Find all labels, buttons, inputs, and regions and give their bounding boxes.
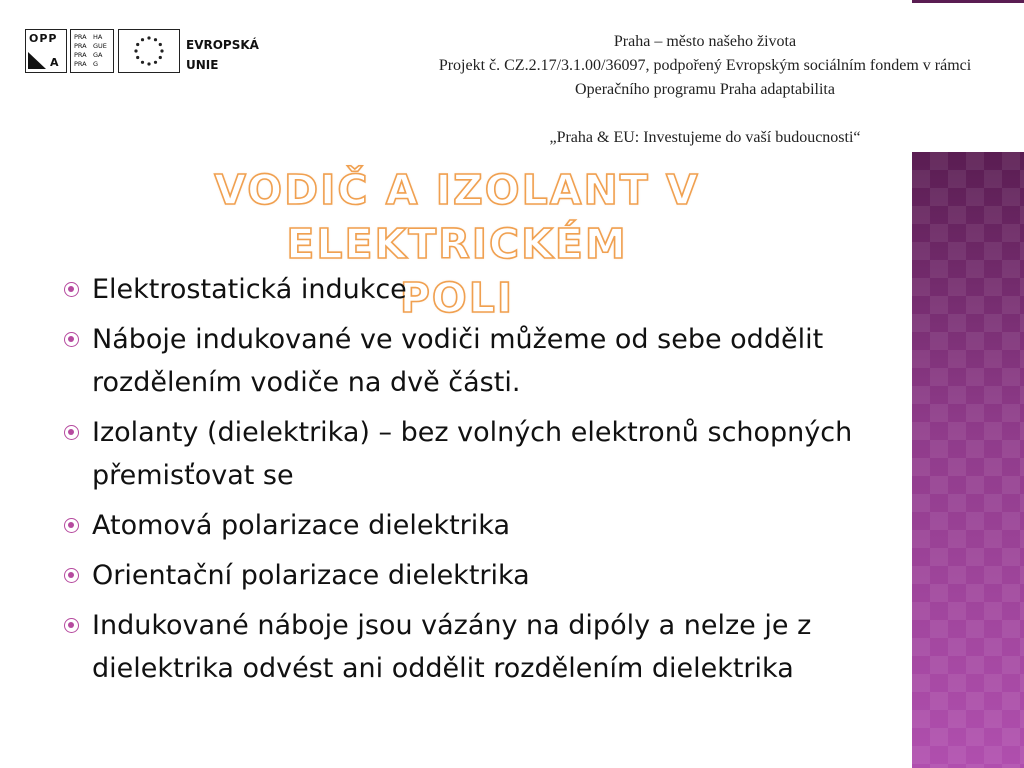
bullet-text: Orientační polarizace dielektrika (92, 560, 530, 591)
bullet-item (62, 604, 882, 690)
circle-bullet-icon (64, 332, 79, 347)
header-line3: Operačního programu Praha adaptabilita (575, 81, 835, 98)
praha-logo-cell: GA (93, 51, 103, 59)
bullet-item (62, 504, 882, 547)
circle-bullet-icon (64, 282, 79, 297)
bullet-text: Elektrostatická indukce (92, 274, 407, 305)
praha-logo (70, 29, 114, 73)
top-accent-line (912, 0, 1024, 3)
eu-text-line2: UNIE (186, 58, 219, 72)
circle-bullet-icon (64, 618, 79, 633)
slide-title-line2: POLI (399, 274, 515, 322)
praha-logo-cell: HA (93, 33, 103, 41)
header-line2: Projekt č. CZ.2.17/3.1.00/36097, podpořený Evropským sociálním fondem v rámci (438, 57, 972, 74)
opp-logo (25, 29, 67, 73)
circle-bullet-icon (64, 425, 79, 440)
bullet-item (62, 268, 882, 311)
praha-logo-cell: PRA (74, 60, 87, 68)
bullet-item (62, 554, 882, 597)
project-header (385, 30, 1024, 146)
bullet-text: Izolanty (dielektrika) – bez volných elektronů schopných přemisťovat se (92, 417, 853, 491)
praha-logo-cell: GUE (93, 42, 107, 50)
circle-bullet-icon (64, 568, 79, 583)
bullet-item (62, 318, 882, 404)
praha-logo-cell: PRA (74, 33, 87, 41)
bullet-text: Atomová polarizace dielektrika (92, 510, 510, 541)
eu-flag-logo (118, 29, 180, 73)
bullet-list (62, 268, 882, 697)
circle-bullet-icon (64, 518, 79, 533)
opp-logo-text: OPP (29, 32, 58, 45)
opp-triangle-icon (28, 52, 48, 70)
bullet-text: Indukované náboje jsou vázány na dipóly a nelze je z dielektrika odvést ani oddělit rozdělením dielektrika (92, 610, 812, 684)
header-motto: „Praha & EU: Investujeme do vaší budoucnosti“ (549, 129, 861, 146)
slide-title-line1: VODIČ A IZOLANT V ELEKTRICKÉM (214, 166, 700, 268)
praha-logo-cell: PRA (74, 51, 87, 59)
opp-logo-letter: A (50, 56, 59, 69)
decorative-sidebar (912, 152, 1024, 768)
eu-stars-icon (119, 30, 179, 72)
bullet-text: Náboje indukované ve vodiči můžeme od sebe oddělit rozdělením vodiče na dvě části. (92, 324, 824, 398)
eu-logo-text (186, 35, 259, 75)
header-line1: Praha – město našeho života (613, 33, 797, 50)
praha-logo-cell: PRA (74, 42, 87, 50)
bullet-item (62, 411, 882, 497)
eu-text-line1: EVROPSKÁ (186, 38, 259, 52)
praha-logo-cell: G (93, 60, 99, 68)
